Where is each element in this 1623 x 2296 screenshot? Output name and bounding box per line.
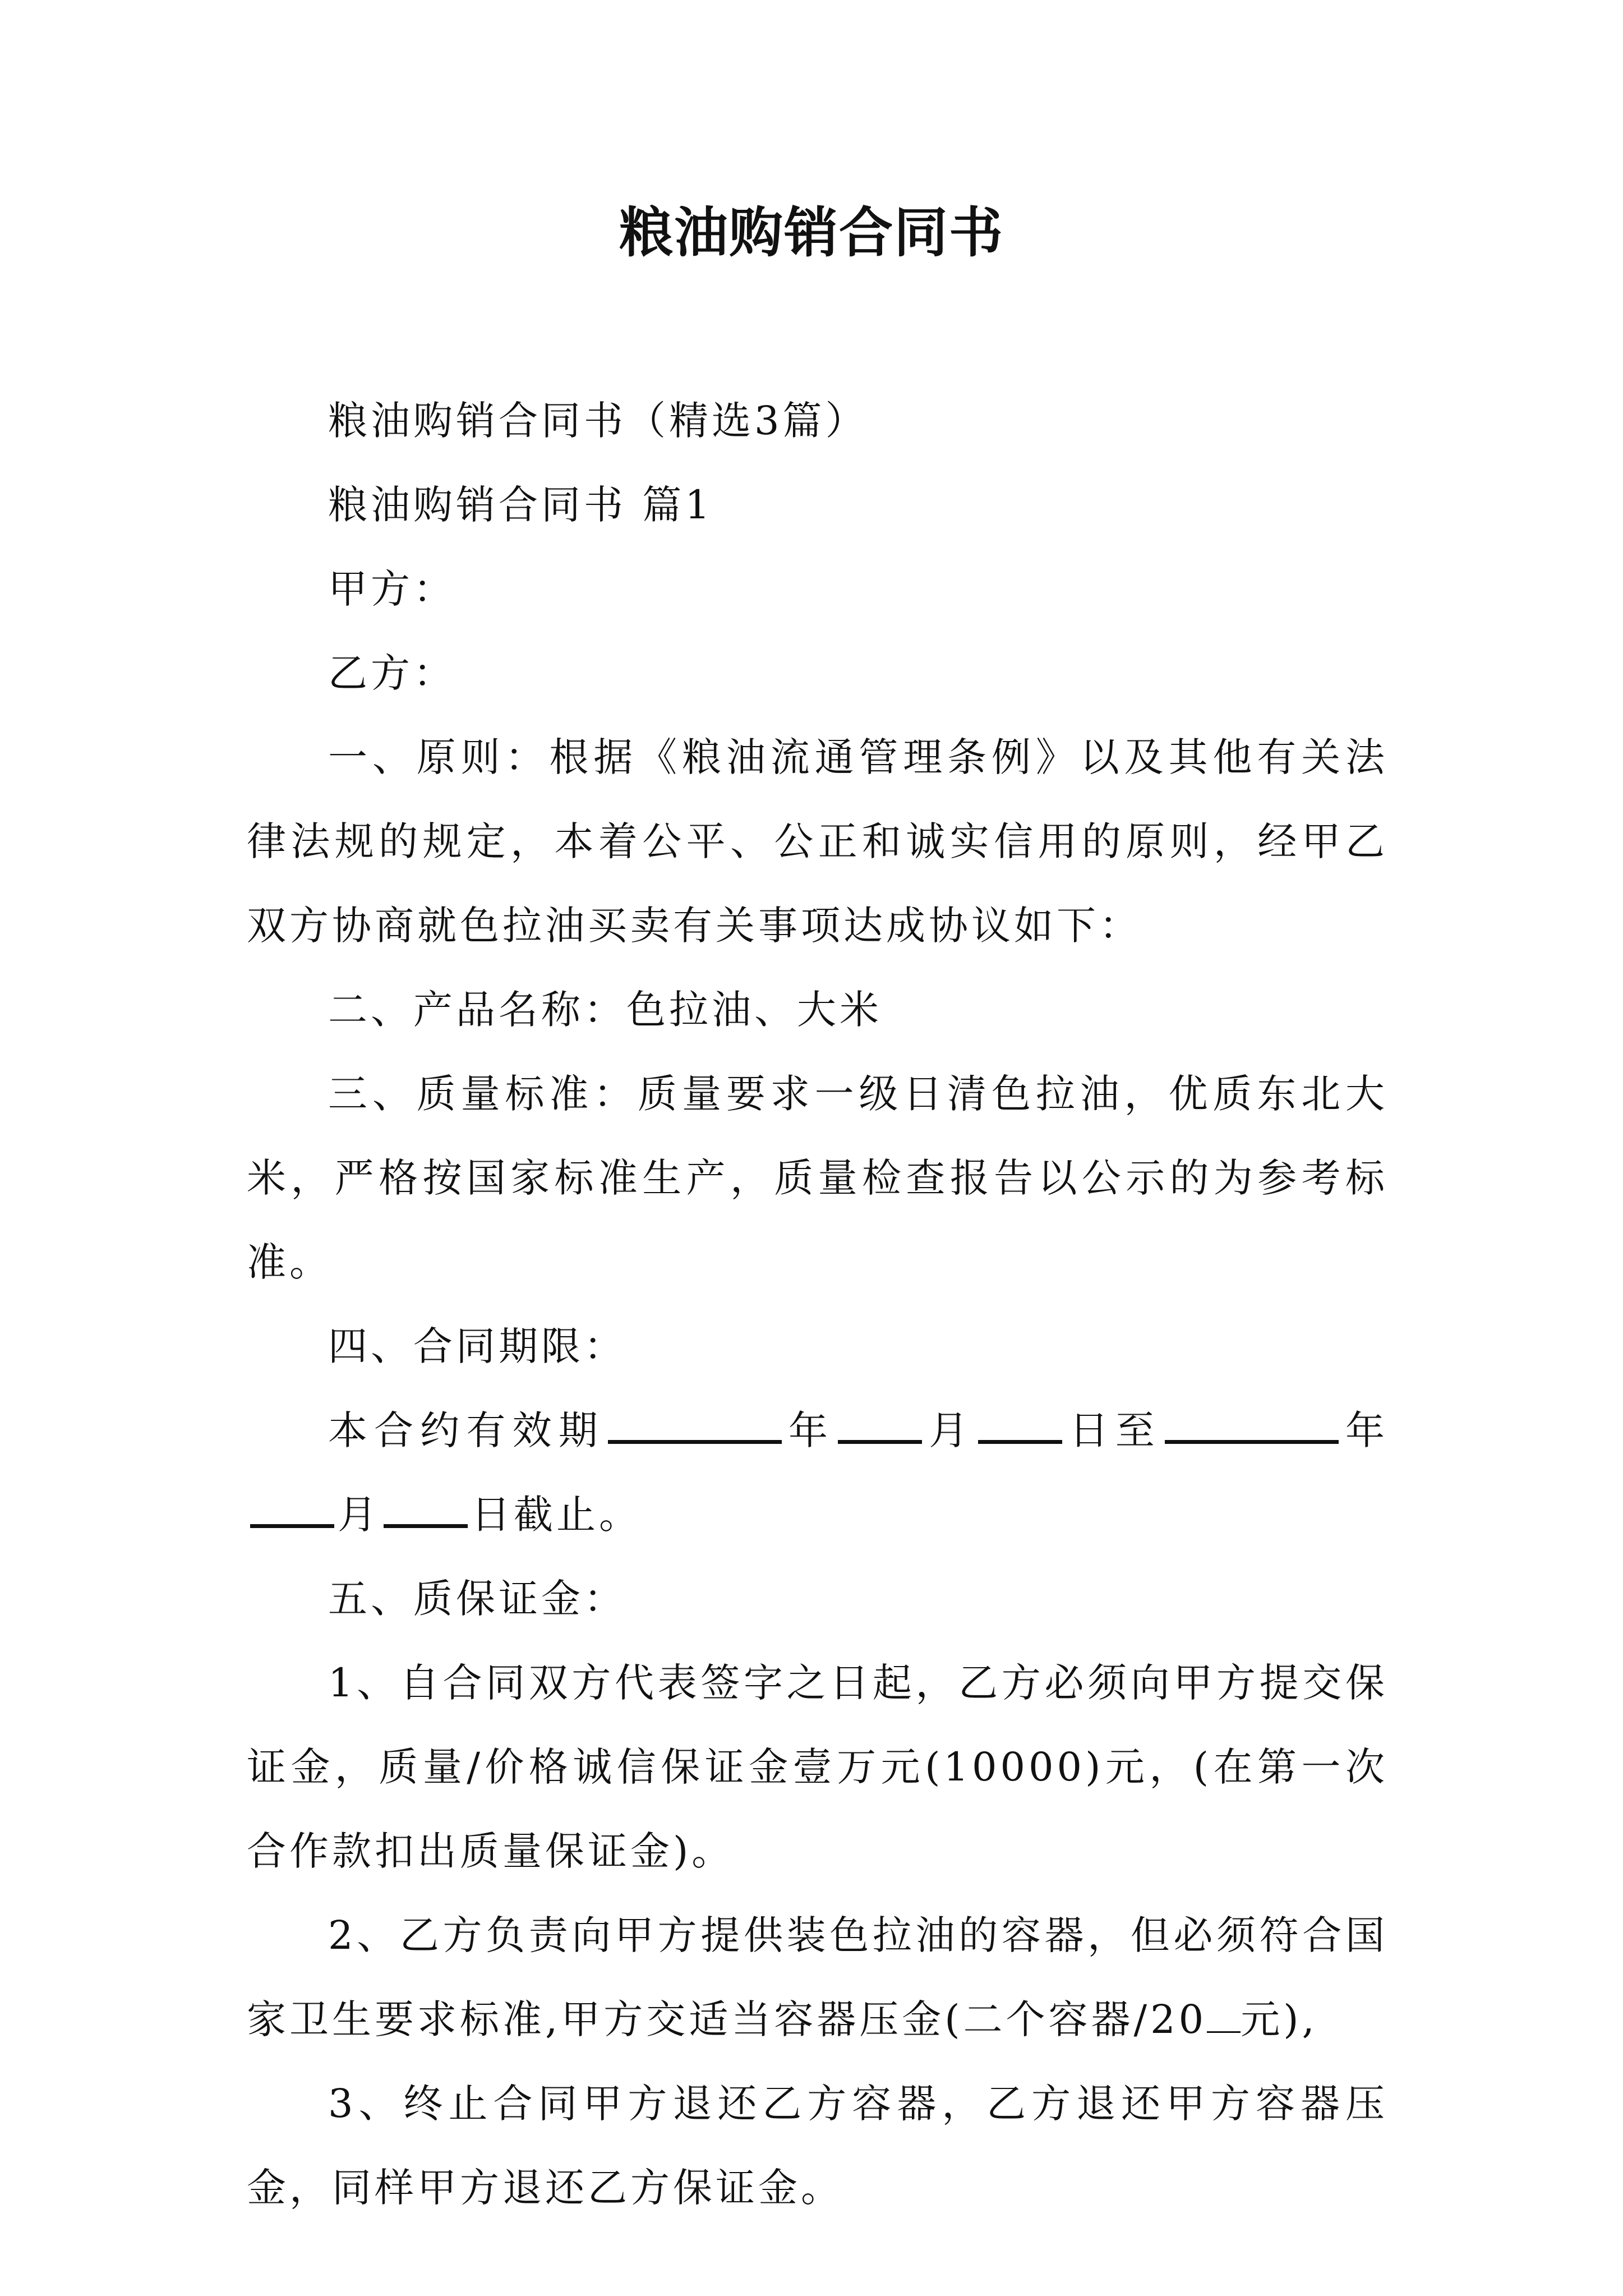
party-a-line: 甲方： <box>328 566 456 612</box>
blank-start-day <box>978 1409 1062 1444</box>
blank-end-day <box>384 1493 468 1528</box>
part-heading: 粮油购销合同书 篇1 <box>328 482 713 528</box>
term-month-1: 月 <box>925 1407 975 1453</box>
deposit-clause-3: 3、终止合同甲方退还乙方容器，乙方退还甲方容器压金，同样甲方退还乙方保证金。 <box>247 2081 1388 2211</box>
term-year-2: 年 <box>1341 1407 1389 1453</box>
document-title: 粮油购销合同书 <box>619 201 1004 264</box>
deposit-clause-1: 1、自合同双方代表签字之日起，乙方必须向甲方提交保证金，质量/价格诚信保证金壹万元(10000)元，(在第一次合作款扣出质量保证金)。 <box>247 1660 1388 1874</box>
term-month-2: 月 <box>338 1492 380 1538</box>
blank-end-month <box>250 1493 334 1528</box>
term-prefix: 本合约有效期 <box>328 1407 605 1453</box>
term-heading: 四、合同期限： <box>328 1323 626 1369</box>
deposit-clause-2-text: 2、乙方负责向甲方提供装色拉油的容器，但必须符合国家卫生要求标准,甲方交适当容器压金(二个容器/20 <box>247 1912 1388 2042</box>
blank-start-month <box>838 1409 922 1444</box>
document-body <box>247 379 1388 2230</box>
deposit-heading: 五、质保证金： <box>328 1576 626 1622</box>
blank-container-deposit <box>1207 2002 1241 2033</box>
term-day-to: 日至 <box>1066 1407 1161 1453</box>
subtitle-paragraph: 粮油购销合同书（精选3篇） <box>328 398 868 444</box>
quality-paragraph: 三、质量标准：质量要求一级日清色拉油，优质东北大米，严格按国家标准生产，质量检查报告以公示的为参考标准。 <box>247 1071 1388 1285</box>
deposit-clause-2 <box>247 1893 1388 2062</box>
deposit-clause-2-end: 元), <box>1241 1996 1318 2042</box>
principle-paragraph: 一、原则：根据《粮油流通管理条例》以及其他有关法律法规的规定，本着公平、公正和诚实信用的原则，经甲乙双方协商就色拉油买卖有关事项达成协议如下： <box>247 734 1388 949</box>
term-year-1: 年 <box>785 1407 835 1453</box>
party-b-line: 乙方： <box>328 650 456 696</box>
term-paragraph <box>247 1388 1388 1557</box>
term-end: 日截止。 <box>471 1492 642 1538</box>
blank-start-year <box>608 1409 782 1444</box>
product-paragraph: 二、产品名称：色拉油、大米 <box>328 987 882 1033</box>
blank-end-year <box>1165 1409 1339 1444</box>
